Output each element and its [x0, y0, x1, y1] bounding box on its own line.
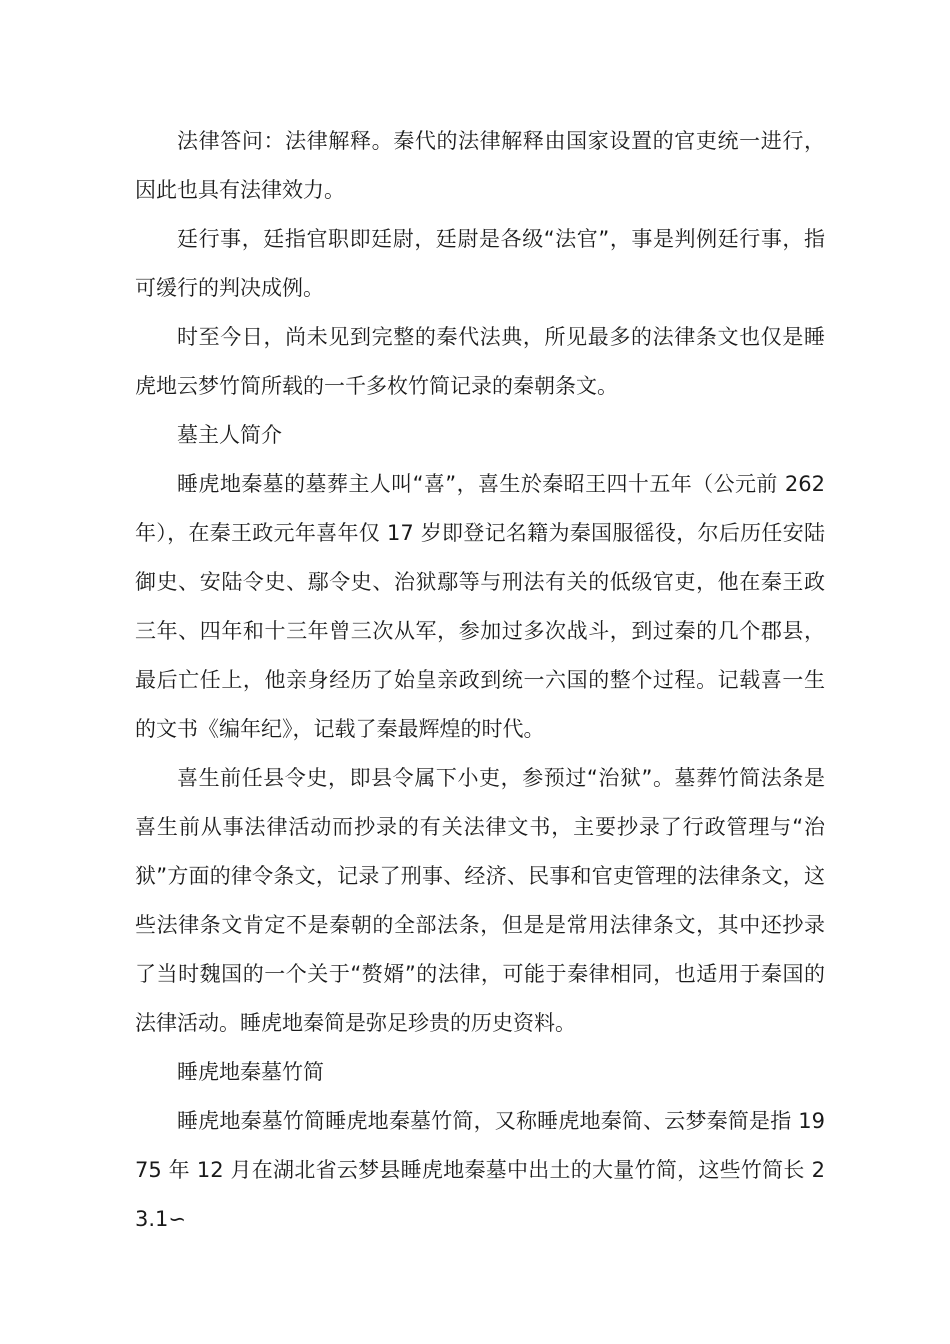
paragraph-tomb-owner-bio: 睡虎地秦墓的墓葬主人叫“喜”，喜生於秦昭王四十五年（公元前 262 年），在秦王政元年喜年仅 17 岁即登记名籍为秦国服徭役，尔后历任安陆御史、安陆令史、鄢令史、治狱鄢等与刑法有关的低级官吏，他在秦王政三年、四年和十三年曾三次从军，参加过多次战斗，到过秦的几个郡县，最后亡任上，他亲身经历了始皇亲政到统一六国的整个过程。记载喜一生的文书《编年纪》，记载了秦最辉煌的时代。 — [135, 472, 825, 741]
section-heading-tomb-owner: 墓主人简介 — [177, 423, 282, 447]
paragraph-legal-qa: 法律答问：法律解释。秦代的法律解释由国家设置的官吏统一进行，因此也具有法律效力。 — [135, 129, 825, 202]
paragraph-tomb-owner-duties: 喜生前任县令史，即县令属下小吏，参预过“治狱”。墓葬竹简法条是喜生前从事法律活动而抄录的有关法律文书，主要抄录了行政管理与“治狱”方面的律令条文，记录了刑事、经济、民事和官吏管理的法律条文，这些法律条文肯定不是秦朝的全部法条，但是是常用法律条文，其中还抄录了当时魏国的一个关于“赘婿”的法律，可能于秦律相同，也适用于秦国的法律活动。睡虎地秦简是弥足珍贵的历史资料。 — [135, 766, 825, 1035]
paragraph-bamboo-slips: 睡虎地秦墓竹简睡虎地秦墓竹简，又称睡虎地秦简、云梦秦简是指 1975 年 12 月在湖北省云梦县睡虎地秦墓中出土的大量竹简，这些竹简长 23.1∽ — [135, 1109, 825, 1231]
section-heading-bamboo-slips: 睡虎地秦墓竹简 — [177, 1060, 324, 1084]
paragraph-qin-legal-code: 时至今日，尚未见到完整的秦代法典，所见最多的法律条文也仅是睡虎地云梦竹简所载的一千多枚竹简记录的秦朝条文。 — [135, 325, 825, 398]
paragraph-court-precedent: 廷行事，廷指官职即廷尉，廷尉是各级“法官”，事是判例廷行事，指可缓行的判决成例。 — [135, 227, 825, 300]
document-body — [135, 117, 825, 1244]
